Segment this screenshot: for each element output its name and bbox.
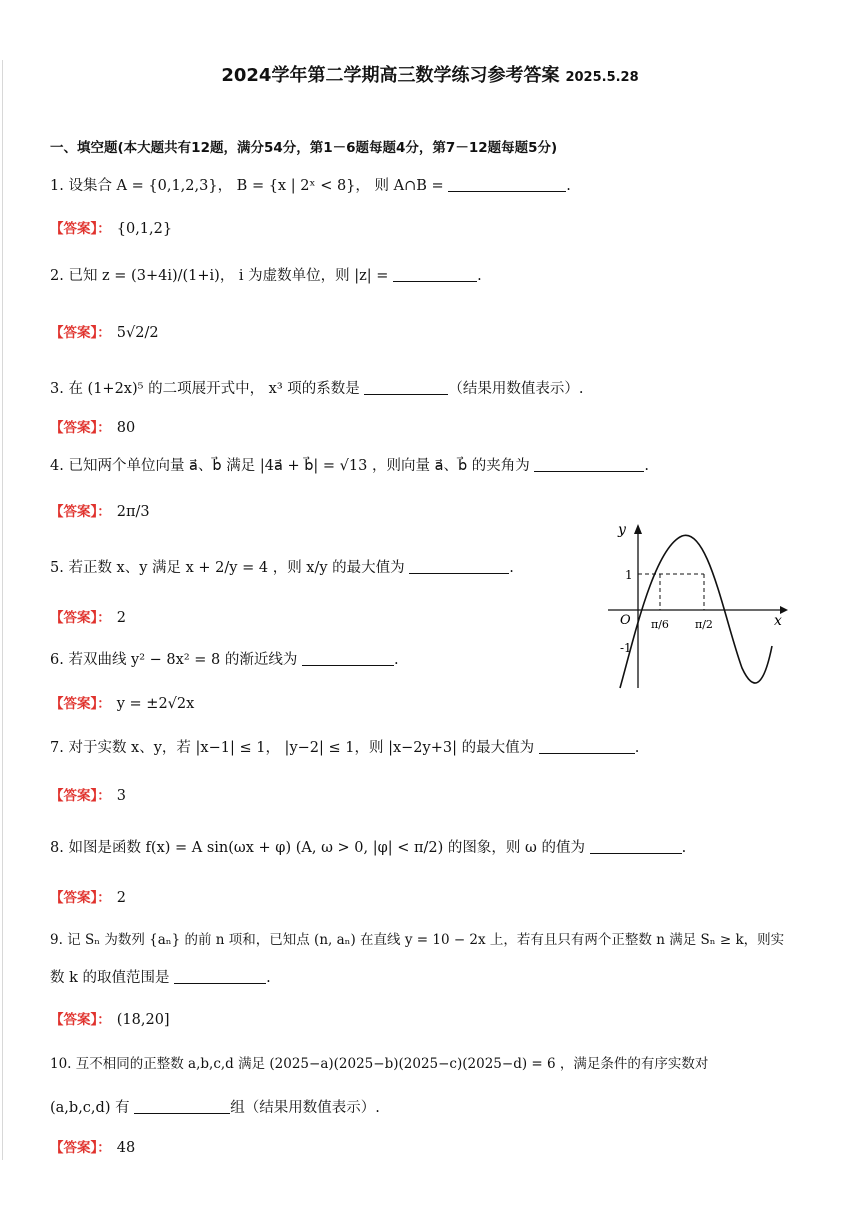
answer-tag: 【答案】： <box>50 788 111 804</box>
question-text: 3. 在 (1+2x)⁵ 的二项展开式中， x³ 项的系数是 <box>50 381 360 397</box>
answer-9 <box>50 1010 170 1030</box>
answer-blank <box>364 380 448 395</box>
question-10-continued <box>50 1098 380 1118</box>
question-3 <box>50 379 584 399</box>
answer-tag: 【答案】： <box>50 1012 111 1028</box>
question-tail: . <box>644 458 650 474</box>
y-axis-arrow-icon <box>634 524 642 534</box>
answer-tag: 【答案】： <box>50 890 111 906</box>
tick-label-yneg1: -1 <box>620 641 632 655</box>
answer-value: 5√2/2 <box>116 325 159 341</box>
x-axis-label: x <box>774 613 782 629</box>
answer-value: 48 <box>116 1140 136 1156</box>
question-tail: 组（结果用数值表示）. <box>230 1100 380 1116</box>
question-text: 9. 记 Sₙ 为数列 {aₙ} 的前 n 项和，已知点 (n, aₙ) 在直线 y = 10 − 2x 上，若有且只有两个正整数 n 满足 Sₙ ≥ k，则实 <box>50 932 785 948</box>
answer-tag: 【答案】： <box>50 325 111 341</box>
answer-tag: 【答案】： <box>50 420 111 436</box>
answer-7 <box>50 786 126 806</box>
question-2 <box>50 266 482 286</box>
page-edge-rule <box>2 60 3 1160</box>
answer-6 <box>50 694 194 714</box>
answer-blank <box>409 559 509 574</box>
question-tail: . <box>509 560 514 576</box>
question-text: 10. 互不相同的正整数 a,b,c,d 满足 (2025−a)(2025−b)(2025−c)(2025−d) = 6 ，满足条件的有序实数对 <box>50 1056 709 1072</box>
answer-tag: 【答案】： <box>50 696 111 712</box>
question-10 <box>50 1054 708 1074</box>
answer-tag: 【答案】： <box>50 221 111 237</box>
answer-5 <box>50 608 126 628</box>
answer-blank <box>134 1099 230 1114</box>
answer-blank <box>174 969 266 984</box>
question-tail: . <box>477 268 482 284</box>
question-tail: . <box>566 178 571 194</box>
question-7 <box>50 738 639 758</box>
answer-2 <box>50 323 159 343</box>
answer-10 <box>50 1138 135 1158</box>
answer-1 <box>50 219 172 239</box>
question-text-continued: 数 k 的取值范围是 <box>50 970 170 986</box>
answer-value: 2 <box>116 890 126 906</box>
sine-graph <box>604 518 794 690</box>
answer-blank <box>302 651 394 666</box>
title-text: 2024学年第二学期高三数学练习参考答案 <box>221 65 560 86</box>
answer-4 <box>50 502 150 522</box>
answer-tag: 【答案】： <box>50 1140 111 1156</box>
question-tail: . <box>681 840 687 856</box>
question-tail: . <box>393 652 399 668</box>
answer-tag: 【答案】： <box>50 610 111 626</box>
question-text: 8. 如图是函数 f(x) = A sin(ωx + φ) (A, ω > 0, |φ| < π/2) 的图象，则 ω 的值为 <box>50 840 585 856</box>
question-9 <box>50 930 784 950</box>
answer-value: (18,20] <box>116 1012 170 1028</box>
question-9-continued <box>50 968 271 988</box>
answer-tag: 【答案】： <box>50 504 111 520</box>
answer-8 <box>50 888 126 908</box>
question-tail: . <box>634 740 640 756</box>
title-date: 2025.5.28 <box>565 70 639 85</box>
answer-blank <box>534 457 644 472</box>
question-5 <box>50 558 514 578</box>
answer-value: 2 <box>116 610 126 626</box>
question-text: 2. 已知 z = (3+4i)/(1+i)， i 为虚数单位，则 |z| = <box>50 268 389 284</box>
origin-label: O <box>620 613 631 628</box>
question-text: 4. 已知两个单位向量 a⃗、b⃗ 满足 |4a⃗ + b⃗| = √13 ，则向量 a⃗、b⃗ 的夹角为 <box>50 458 530 474</box>
answer-value: {0,1,2} <box>116 221 173 237</box>
page-title <box>0 61 860 87</box>
y-axis-label: y <box>618 522 626 538</box>
question-text: 6. 若双曲线 y² − 8x² = 8 的渐近线为 <box>50 652 298 668</box>
answer-value: 3 <box>116 788 126 804</box>
question-text-continued: (a,b,c,d) 有 <box>50 1100 130 1116</box>
answer-blank <box>590 839 682 854</box>
section-heading: 一、填空题(本大题共有12题，满分54分，第1－6题每题4分，第7－12题每题5分) <box>50 140 558 156</box>
answer-value: 80 <box>116 420 136 436</box>
answer-value: y = ±2√2x <box>116 696 195 712</box>
answer-blank <box>539 739 635 754</box>
question-text: 7. 对于实数 x、y，若 |x−1| ≤ 1， |y−2| ≤ 1，则 |x−2y+3| 的最大值为 <box>50 740 535 756</box>
question-4 <box>50 456 649 476</box>
sine-curve <box>620 535 772 688</box>
question-tail: . <box>266 970 271 986</box>
question-8 <box>50 838 686 858</box>
question-1 <box>50 176 571 196</box>
question-text: 1. 设集合 A = {0,1,2,3}， B = {x | 2ˣ < 8}， 则 A∩B = <box>50 178 444 194</box>
answer-blank <box>393 267 477 282</box>
answer-value: 2π/3 <box>116 504 150 520</box>
answer-3 <box>50 418 135 438</box>
question-6 <box>50 650 399 670</box>
answer-blank <box>448 177 566 192</box>
question-tail: （结果用数值表示）. <box>448 381 584 397</box>
tick-label-y1: 1 <box>625 568 633 582</box>
question-text: 5. 若正数 x、y 满足 x + 2/y = 4 ，则 x/y 的最大值为 <box>50 560 405 576</box>
tick-label-pi-6: π/6 <box>651 618 669 631</box>
tick-label-pi-2: π/2 <box>695 618 713 631</box>
